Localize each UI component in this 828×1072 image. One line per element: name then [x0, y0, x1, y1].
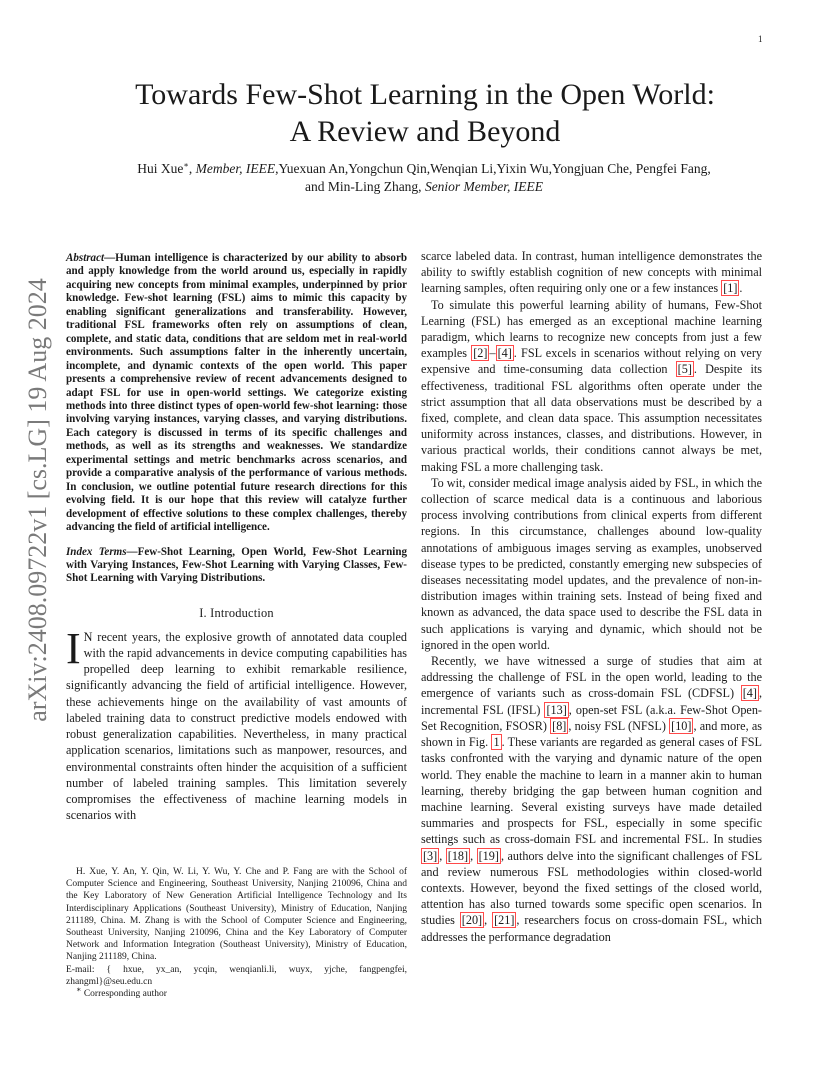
paragraph-text: , noisy FSL (NFSL) — [568, 718, 670, 733]
paragraph-text: . — [739, 281, 743, 296]
citation-link[interactable]: [10] — [671, 718, 692, 733]
title-line-1: Towards Few-Shot Learning in the Open World: — [135, 78, 715, 111]
author-role: Member, IEEE — [195, 161, 276, 176]
paragraph-text: , open-set FSL (a.k.a. Few-Shot Open-Set Recognition, FSOSR) — [421, 702, 762, 733]
affiliation-note: H. Xue, Y. An, Y. Qin, W. Li, Y. Wu, Y. Che and P. Fang are with the School of Computer Science and Engineering, Southeast University, Nanjing 210096, China and the Key Laboratory of New Generation Artificial Intelligence Technology and Its Interdisciplinary Applications (Southeast University), Ministry of Education, Nanjing 211189, China. M. Zhang is with the School of Computer Science and Engineering, Southeast University, Nanjing 210096, China and the Key Laboratory of Computer Network and Information Integration (Southeast University), Ministry of Education, Nanjing 211189, China. — [66, 867, 407, 963]
citation-link[interactable]: [1] — [723, 281, 738, 296]
author-line-1 — [66, 160, 782, 178]
author-line-2 — [66, 178, 782, 196]
paragraph-text: scarce labeled data. In contrast, human intelligence demonstrates the ability to swiftly establish cognition of new concepts with minimal learning samples, often requiring only one or a few instances — [421, 249, 762, 296]
paragraph-text: . Despite its effectiveness, traditional FSL algorithms often operate under the strict assumption that all data observations must be described by a fixed, complete, and clean data space. This assumption necessitates uniformity across instances, classes, and distributions. However, in various practical worlds, their conditions cannot always be met, making FSL a more challenging task. — [421, 362, 762, 474]
figure-link[interactable]: 1 — [493, 735, 500, 750]
paragraph-text: To simulate this powerful learning ability of humans, Few-Shot Learning (FSL) has emerged as an exceptional machine learning paradigm, which learns to recognize new concepts from just a few examples — [421, 297, 762, 361]
citation-link[interactable]: [21] — [494, 913, 515, 928]
paragraph-text: , incremental FSL (IFSL) — [421, 686, 762, 717]
paragraph-text: . FSL excels in scenarios without relying on very expensive and time-consuming data collection — [421, 346, 762, 377]
body-paragraph — [421, 248, 762, 297]
index-terms-text: —Few-Shot Learning, Open World, Few-Shot Learning with Varying Instances, Few-Shot Learning with Varying Classes, Few-Shot Learning with Varying Distributions. — [66, 545, 408, 585]
paper-title — [60, 76, 790, 150]
footnote — [66, 866, 407, 1000]
citation-link[interactable]: [8] — [552, 718, 567, 733]
author-text: ,Yuexuan An,Yongchun Qin,Wenqian Li,Yixin Wu,Yongjuan Che, Pengfei Fang, — [275, 161, 711, 176]
paragraph-text: , — [470, 848, 477, 863]
body-paragraph: To wit, consider medical image analysis aided by FSL, in which the collection of scarce medical data is a continuous and laborious process involving contributions from clinical experts from different regions. In this circumstance, challenges abound low-quality annotations of ambiguous images serving as examples, unobserved disease types to be predicted, constantly emerging new subspecies of diseases necessitating model updates, and the prevalence of non-in-distribution images within training sets. Instead of being fixed and known as advanced, the data space used to describe the FSL data in such applications is varying and dynamic, which should not be ignored in the open world. — [421, 475, 762, 652]
range-dash: – — [489, 346, 496, 361]
paragraph-text: , researchers focus on cross-domain FSL, which addresses the performance degradation — [421, 913, 762, 944]
author-role: Senior Member, IEEE — [424, 179, 544, 194]
citation-link[interactable]: [3] — [423, 848, 438, 863]
index-terms-label: Index Terms — [66, 545, 127, 558]
citation-link[interactable]: [4] — [742, 686, 757, 701]
citation-link[interactable]: [18] — [447, 848, 469, 863]
citation-link[interactable]: [2] — [473, 346, 488, 361]
paragraph-text: . These variants are regarded as general cases of FSL tasks confronted with the varying and dynamic nature of the open world. They enable the machine to learn in a manner akin to human learning, thereby bridging the gap between human cognition and machine learning. Several existing surveys have made detailed summaries and prospects for FSL, especially in some specific settings such as cross-domain FSL and incremental FSL. In studies — [421, 735, 762, 847]
intro-text: N recent years, the explosive growth of annotated data coupled with the rapid advancements in device computing capabilities has propelled deep learning to exhibit remarkable resilience, significantly advancing the field of artificial intelligence. However, these achievements hinge on the availability of vast amounts of labeled training data to construct predictive models endowed with robust generalization capabilities. Nevertheless, in many practical application scenarios, limitations such as manpower, resources, and environmental constraints often hinder the acquisition of a sufficient number of labeled training samples. This limitation severely compromises the effectiveness of machine learning models in scenarios with — [66, 629, 407, 823]
abstract — [66, 252, 407, 535]
citation-link[interactable]: [20] — [461, 913, 483, 928]
index-terms — [66, 546, 407, 586]
author-text: Hui Xue — [137, 161, 184, 176]
body-paragraph — [421, 297, 762, 475]
page-number: 1 — [758, 34, 763, 44]
abstract-label: Abstract — [66, 252, 105, 264]
right-column — [421, 248, 762, 945]
intro-paragraph — [66, 623, 407, 823]
corresponding-star: ∗ — [76, 984, 82, 994]
author-list — [66, 160, 782, 196]
drop-cap: I — [66, 623, 81, 673]
paragraph-text: , and more, as shown in Fig. — [421, 718, 762, 750]
paragraph-text: , — [439, 848, 446, 863]
section-heading: I. Introduction — [199, 605, 274, 620]
author-text: and Min-Ling Zhang, — [304, 179, 425, 194]
author-sep: , — [188, 161, 196, 176]
citation-link[interactable]: [4] — [497, 346, 512, 361]
left-column — [66, 252, 407, 823]
citation-link[interactable]: [5] — [677, 362, 692, 377]
paragraph-text: Recently, we have witnessed a surge of studies that aim at addressing the challenge of FSL in the open world, leading to the emergence of variants such as cross-domain FSL (CDFSL) — [421, 654, 762, 701]
corresponding-star: ∗ — [183, 160, 189, 170]
title-line-2: A Review and Beyond — [289, 115, 561, 148]
body-paragraph — [421, 653, 762, 945]
abstract-text: —Human intelligence is characterized by our ability to absorb and apply knowledge from the world around us, especially in rapidly acquiring new concepts from minimal examples, underpinned by prior knowledge. Few-shot learning (FSL) aims to mimic this capacity by enabling significant generalizations and transferability. However, traditional FSL frameworks often rely on assumptions of clean, complete, and static data, conditions that are seldom met in real-world environments. Such assumptions falter in the inherently uncertain, incomplete, and dynamic contexts of the open world. This paper presents a comprehensive review of recent advancements designed to adapt FSL for use in open-world settings. We categorize existing methods into three distinct types of open-world few-shot learning: those involving varying instances, varying classes, and varying distributions. Each category is discussed in terms of its specific challenges and methods, as well as its strengths and weaknesses. We standardize experimental settings and metric benchmarks across scenarios, and provide a comparative analysis of the performance of various methods. In conclusion, we outline potential future research directions for this evolving field. It is our hope that this review will catalyze further development of effective solutions to these complex challenges, thereby advancing the field of artificial intelligence. — [66, 252, 407, 534]
citation-link[interactable]: [13] — [546, 702, 567, 717]
paragraph-text: , authors delve into the significant challenges of FSL and review numerous FSL methodologies within closed-world contexts. However, beyond the fixed settings of the closed world, attention has also turned towards some specific open scenarios. In studies — [421, 848, 763, 928]
citation-link[interactable]: [19] — [478, 848, 499, 863]
paragraph-text: , — [484, 913, 493, 928]
arxiv-id[interactable]: arXiv:2408.09722v1 [cs.LG] 19 Aug 2024 — [23, 278, 52, 722]
email-note: E-mail: { hxue, yx_an, ycqin, wenqianli.li, wuyx, yjche, fangpengfei, zhangml}@seu.edu.cn — [66, 964, 407, 987]
corresponding-text: Corresponding author — [81, 989, 167, 1000]
corresponding-note — [66, 984, 407, 1000]
